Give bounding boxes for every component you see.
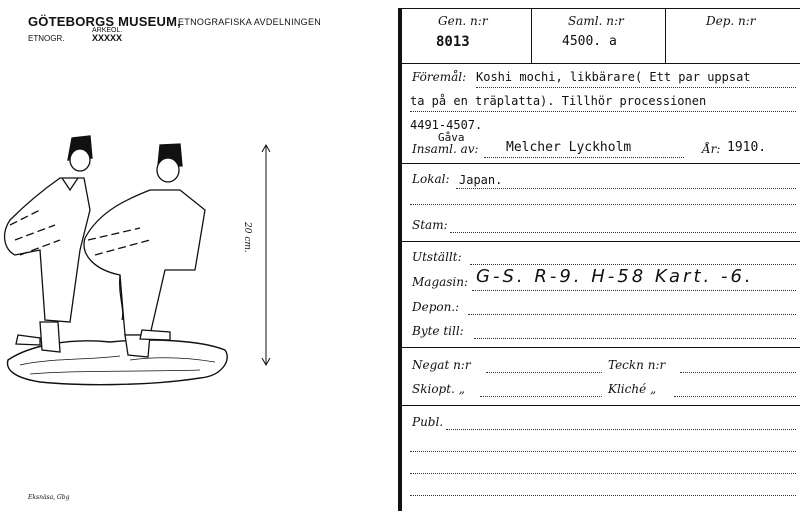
header-bottom-rule	[400, 63, 800, 64]
crossed-marks: XXXXX	[92, 33, 123, 43]
foremal-line-1: Koshi mochi, likbärare( Ett par uppsat	[476, 70, 751, 84]
gava-note: Gåva	[438, 131, 465, 144]
magasin-value: G-S. R-9. H-58 Kart. -6.	[476, 266, 754, 287]
negat-nr-label: Negat n:r	[412, 358, 471, 372]
bearer-figure-left	[5, 136, 92, 352]
scale-label: 20 cm.	[242, 222, 252, 253]
publ-label: Publ.	[412, 415, 444, 429]
insaml-value: Melcher Lyckholm	[506, 140, 632, 155]
foremal-line-2: ta på en träplatta). Tillhör processionen	[410, 94, 707, 108]
card-left-border	[398, 8, 402, 511]
gen-nr-label: Gen. n:r	[438, 14, 488, 28]
header-divider-1	[531, 8, 532, 63]
bearer-figure-right	[84, 144, 205, 357]
utstallt-label: Utställt:	[412, 250, 462, 264]
crossed-old-label: ARKEOL.	[92, 27, 123, 34]
museum-title: GÖTEBORGS MUSEUM,	[28, 14, 181, 29]
byte-till-label: Byte till:	[412, 324, 464, 338]
kliche-label: Kliché „	[608, 382, 657, 396]
insaml-label: Insaml. av:	[412, 142, 479, 156]
wooden-platform	[7, 340, 227, 385]
lokal-label: Lokal:	[412, 172, 450, 186]
dep-nr-label: Dep. n:r	[706, 14, 756, 28]
header-divider-2	[665, 8, 666, 63]
department-label: ETNOGR.	[28, 34, 65, 43]
card-top-rule	[400, 8, 800, 9]
gen-nr-value: 8013	[436, 34, 470, 50]
foremal-line-3: 4491-4507.	[410, 118, 483, 132]
printer-mark: Eksnäsa, Gbg	[28, 494, 70, 501]
stam-label: Stam:	[412, 218, 448, 232]
magasin-label: Magasin:	[412, 275, 469, 289]
museum-subtitle: ETNOGRAFISKA AVDELNINGEN	[178, 17, 322, 27]
depon-label: Depon.:	[412, 300, 460, 314]
crossed-department	[92, 27, 123, 43]
ar-label: År:	[702, 142, 721, 156]
palanquin-bearers-illustration	[0, 60, 280, 400]
lokal-value: Japan.	[459, 173, 503, 187]
skiopt-label: Skiopt. „	[412, 382, 465, 396]
saml-nr-value: 4500. a	[562, 34, 617, 49]
saml-nr-label: Saml. n:r	[568, 14, 624, 28]
ar-value: 1910.	[727, 140, 767, 155]
foremal-label: Föremål:	[412, 70, 467, 84]
teckn-nr-label: Teckn n:r	[608, 358, 666, 372]
